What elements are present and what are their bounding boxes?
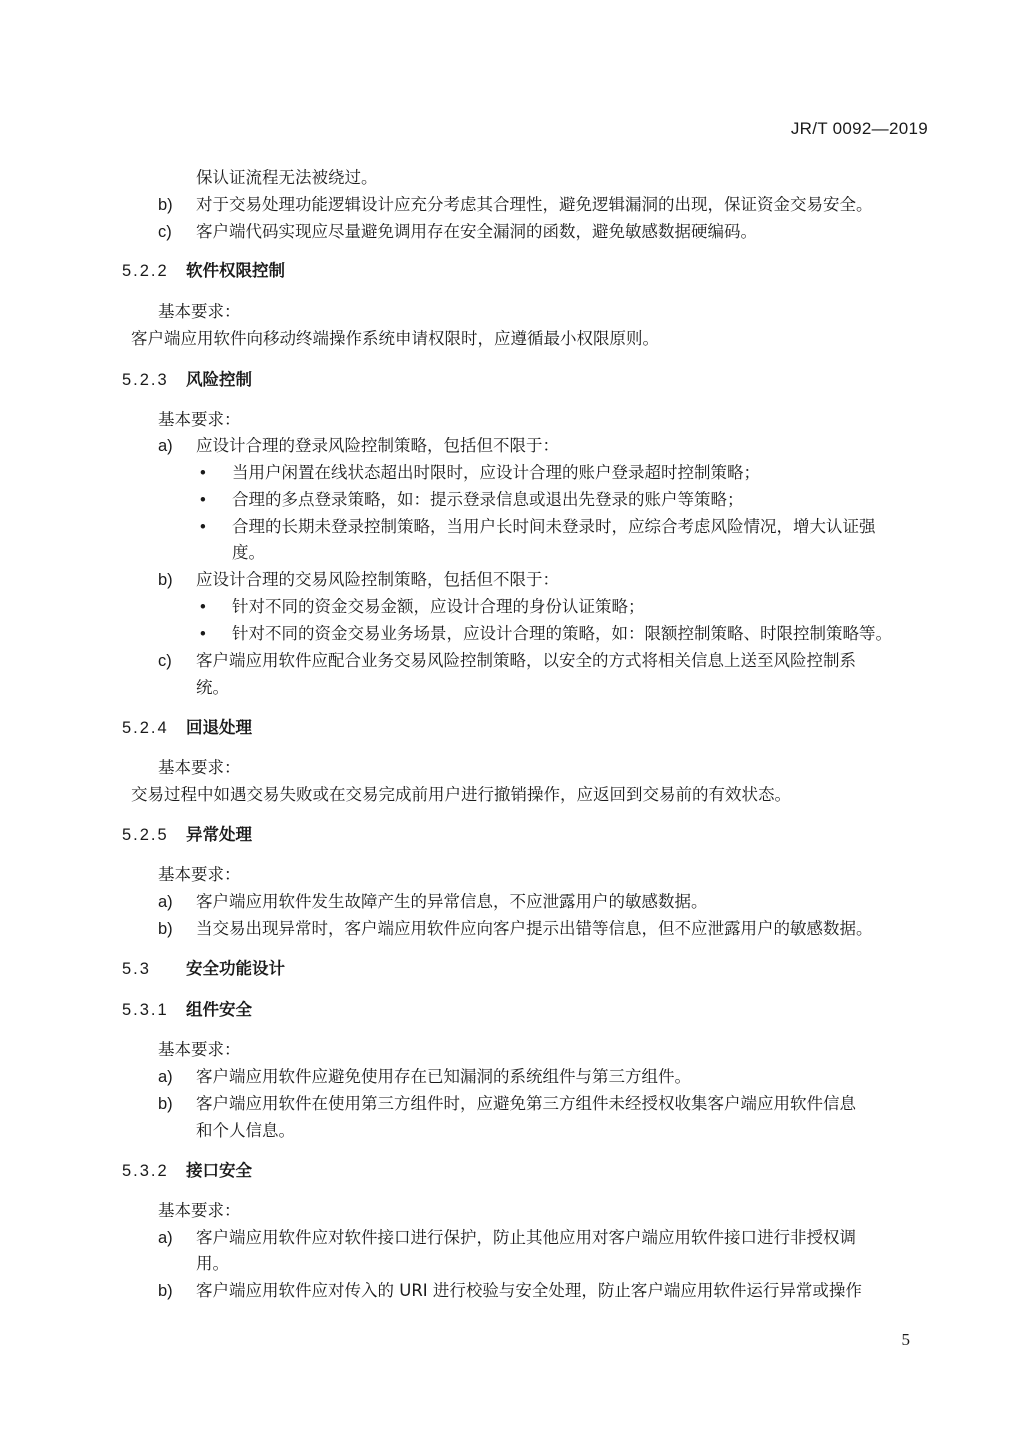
- bullet-marker: •: [200, 464, 206, 482]
- section-number: 5.3.2: [122, 1162, 169, 1180]
- section-title: 异常处理: [186, 825, 252, 844]
- list-item: [0, 887, 1024, 917]
- section-title: 软件权限控制: [186, 261, 285, 280]
- requirement-label: [0, 860, 1024, 890]
- section-number: 5.2.4: [122, 719, 169, 737]
- requirement-label: [0, 1196, 1024, 1226]
- list-item: [0, 1062, 1024, 1092]
- list-marker: b): [158, 1282, 173, 1300]
- text-line: [0, 780, 1024, 810]
- line-text: 基本要求：: [158, 865, 241, 884]
- line-text: 客户端代码实现应尽量避免调用存在安全漏洞的函数，避免敏感数据硬编码。: [196, 222, 757, 241]
- line-text: 基本要求：: [158, 302, 241, 321]
- bullet-item: [0, 592, 1024, 622]
- line-text: 合理的多点登录策略，如：提示登录信息或退出先登录的账户等策略；: [232, 490, 744, 509]
- section-title: 安全功能设计: [186, 959, 285, 978]
- line-text: 当交易出现异常时，客户端应用软件应向客户提示出错等信息，但不应泄露用户的敏感数据。: [196, 919, 873, 938]
- section-heading: [0, 995, 1024, 1025]
- line-text: 针对不同的资金交易金额，应设计合理的身份认证策略；: [232, 597, 645, 616]
- list-marker: b): [158, 196, 173, 214]
- list-marker: a): [158, 1068, 173, 1086]
- line-text: 客户端应用软件在使用第三方组件时，应避免第三方组件未经授权收集客户端应用软件信息: [196, 1094, 856, 1113]
- section-number: 5.2.5: [122, 826, 169, 844]
- line-text: 保认证流程无法被绕过。: [196, 168, 378, 187]
- requirement-label: [0, 753, 1024, 783]
- line-text: 对于交易处理功能逻辑设计应充分考虑其合理性，避免逻辑漏洞的出现，保证资金交易安全。: [196, 195, 873, 214]
- text-line: [0, 538, 1024, 568]
- section-number: 5.2.2: [122, 262, 169, 280]
- list-marker: a): [158, 437, 173, 455]
- list-marker: b): [158, 1095, 173, 1113]
- section-title: 回退处理: [186, 718, 252, 737]
- section-heading: [0, 954, 1024, 984]
- list-item: [0, 217, 1024, 247]
- text-line: [0, 1116, 1024, 1146]
- list-item: [0, 190, 1024, 220]
- page-number: 5: [901, 1330, 910, 1349]
- line-text: 客户端应用软件应对软件接口进行保护，防止其他应用对客户端应用软件接口进行非授权调: [196, 1228, 856, 1247]
- line-text: 客户端应用软件向移动终端操作系统申请权限时，应遵循最小权限原则。: [131, 329, 659, 348]
- section-number: 5.3: [122, 960, 151, 978]
- bullet-marker: •: [200, 625, 206, 643]
- section-heading: [0, 713, 1024, 743]
- line-text: 应设计合理的交易风险控制策略，包括但不限于：: [196, 570, 559, 589]
- list-marker: a): [158, 893, 173, 911]
- section-heading: [0, 365, 1024, 395]
- line-text: 基本要求：: [158, 1201, 241, 1220]
- list-marker: c): [158, 652, 172, 670]
- section-title: 组件安全: [186, 1000, 252, 1019]
- requirement-label: [0, 1035, 1024, 1065]
- text-line: [0, 673, 1024, 703]
- line-text: 用。: [196, 1254, 229, 1273]
- list-marker: b): [158, 920, 173, 938]
- line-text: 针对不同的资金交易业务场景，应设计合理的策略，如：限额控制策略、时限控制策略等。: [232, 624, 892, 643]
- list-item: [0, 914, 1024, 944]
- bullet-marker: •: [200, 598, 206, 616]
- section-title: 风险控制: [186, 370, 252, 389]
- line-text: 基本要求：: [158, 410, 241, 429]
- list-item: [0, 1089, 1024, 1119]
- bullet-marker: •: [200, 518, 206, 536]
- line-text: 应设计合理的登录风险控制策略，包括但不限于：: [196, 436, 559, 455]
- section-heading: [0, 1156, 1024, 1186]
- line-text: 统。: [196, 678, 229, 697]
- list-item: [0, 646, 1024, 676]
- requirement-label: [0, 297, 1024, 327]
- bullet-item: [0, 485, 1024, 515]
- list-marker: a): [158, 1229, 173, 1247]
- list-marker: b): [158, 571, 173, 589]
- text-line: [0, 1249, 1024, 1279]
- section-number: 5.2.3: [122, 371, 169, 389]
- line-text: 交易过程中如遇交易失败或在交易完成前用户进行撤销操作，应返回到交易前的有效状态。: [131, 785, 791, 804]
- line-text: 基本要求：: [158, 758, 241, 777]
- text-line: [0, 163, 1024, 193]
- line-text: 客户端应用软件应配合业务交易风险控制策略，以安全的方式将相关信息上送至风险控制系: [196, 651, 856, 670]
- list-marker: c): [158, 223, 172, 241]
- bullet-item: [0, 458, 1024, 488]
- section-heading: [0, 820, 1024, 850]
- line-text: 客户端应用软件发生故障产生的异常信息，不应泄露用户的敏感数据。: [196, 892, 708, 911]
- list-item: [0, 1276, 1024, 1306]
- bullet-item: [0, 619, 1024, 649]
- line-text: 度。: [232, 543, 265, 562]
- line-text: 和个人信息。: [196, 1121, 295, 1140]
- line-text: 客户端应用软件应避免使用存在已知漏洞的系统组件与第三方组件。: [196, 1067, 691, 1086]
- standard-code: JR/T 0092—2019: [790, 119, 928, 138]
- section-title: 接口安全: [186, 1161, 252, 1180]
- text-line: [0, 324, 1024, 354]
- line-text: 客户端应用软件应对传入的 URI 进行校验与安全处理，防止客户端应用软件运行异常或操作: [196, 1281, 862, 1300]
- list-item: [0, 565, 1024, 595]
- line-text: 基本要求：: [158, 1040, 241, 1059]
- section-heading: [0, 256, 1024, 286]
- section-number: 5.3.1: [122, 1001, 169, 1019]
- line-text: 当用户闲置在线状态超出时限时，应设计合理的账户登录超时控制策略；: [232, 463, 760, 482]
- line-text: 合理的长期未登录控制策略，当用户长时间未登录时，应综合考虑风险情况，增大认证强: [232, 517, 876, 536]
- bullet-marker: •: [200, 491, 206, 509]
- list-item: [0, 431, 1024, 461]
